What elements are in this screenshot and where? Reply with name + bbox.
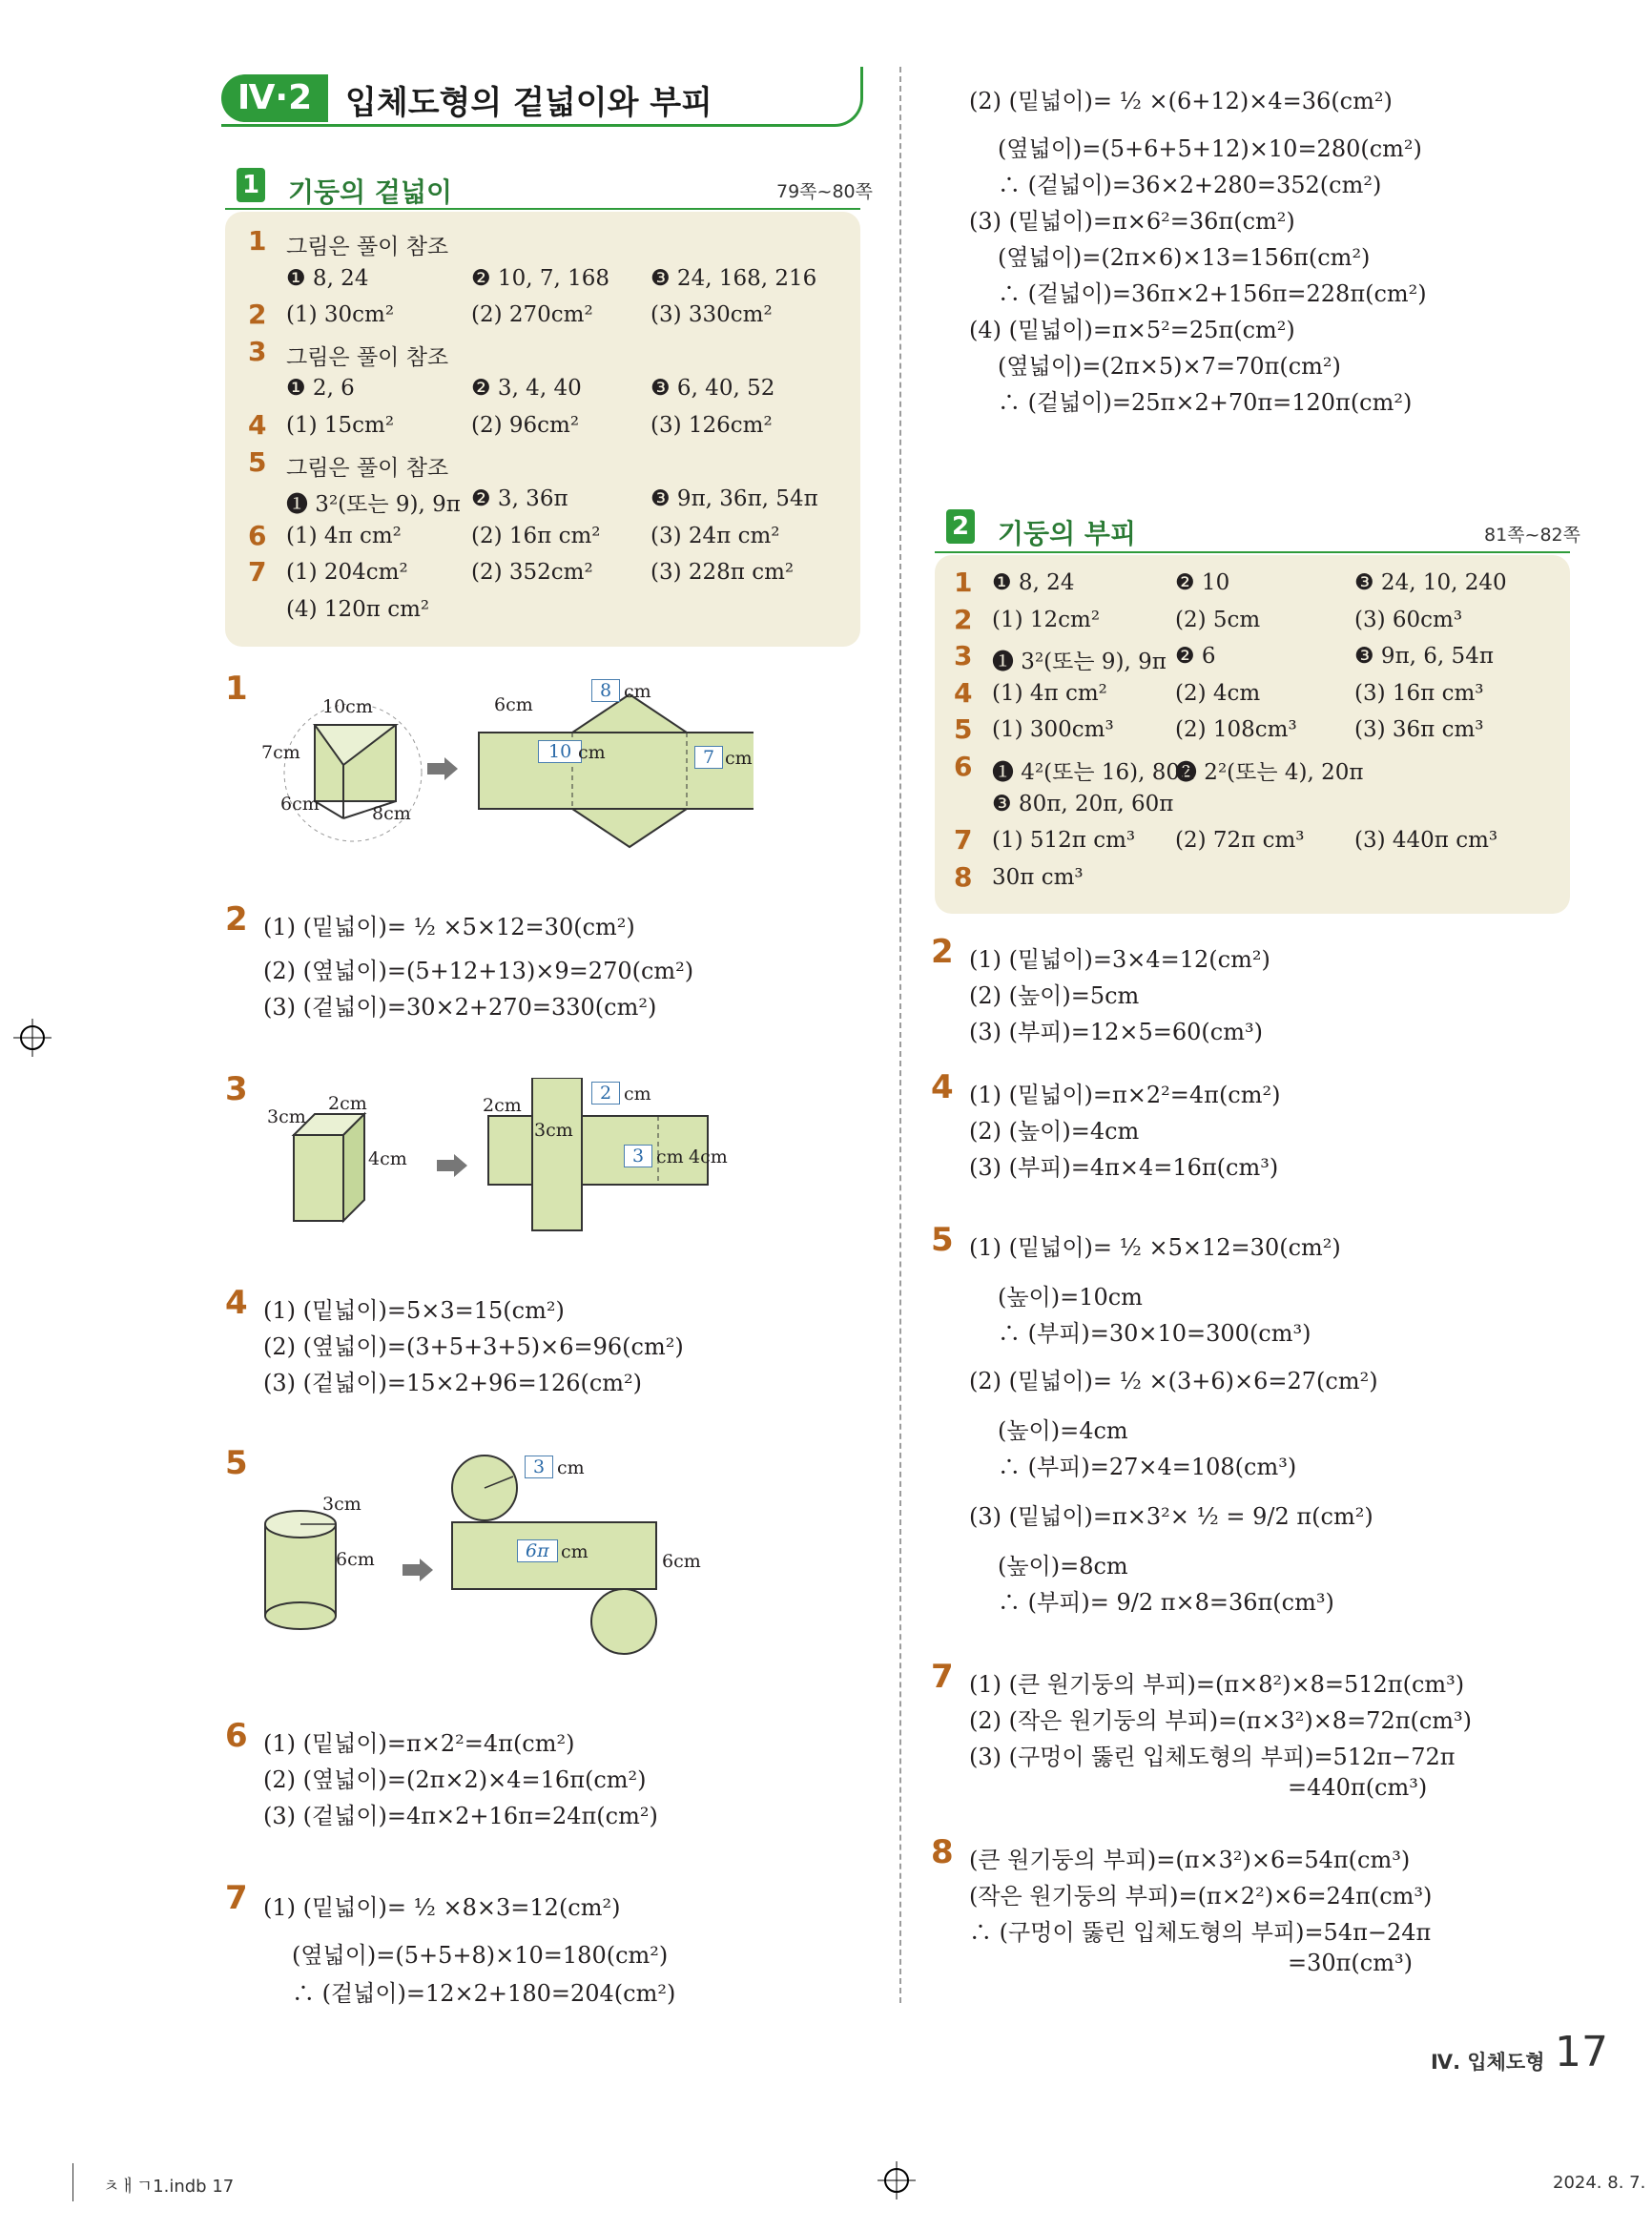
print-date: 2024. 8. 7. xyxy=(1553,2173,1646,2193)
label: 6cm xyxy=(662,1551,701,1572)
answer-cell: (1) 4π cm² xyxy=(286,523,402,548)
solution-line: (1) (밑넓이)=π×2²=4π(cm²) xyxy=(263,1730,575,1757)
solution-line: (높이)=8cm xyxy=(998,1553,1128,1580)
answer-number: 6 xyxy=(248,519,267,551)
problem-number: 4 xyxy=(225,1284,248,1322)
solution-line: (1) (밑넓이)= ½ ×5×12=30(cm²) xyxy=(263,914,635,940)
solution-line: (4) (밑넓이)=π×5²=25π(cm²) xyxy=(969,317,1295,343)
problem-number: 8 xyxy=(931,1833,954,1871)
label-box: 8 xyxy=(591,679,620,702)
answer-cell: ❸ 9π, 36π, 54π xyxy=(650,486,818,512)
answer-cell: (4) 120π cm² xyxy=(286,597,430,622)
answer-cell: ❷ 10, 7, 168 xyxy=(471,265,609,291)
answer-number: 1 xyxy=(248,225,267,257)
answer-number: 5 xyxy=(954,713,973,746)
solution-line: ∴ (구멍이 뚫린 입체도형의 부피)=54π−24π xyxy=(969,1919,1432,1946)
solution-line: (3) (겉넓이)=4π×2+16π=24π(cm²) xyxy=(263,1803,658,1829)
solution-line: (1) (밑넓이)=π×2²=4π(cm²) xyxy=(969,1082,1281,1108)
label: 6cm xyxy=(336,1549,375,1570)
solution-line: ∴ (부피)= 9/2 π×8=36π(cm³) xyxy=(998,1589,1334,1616)
solution-line: (옆넓이)=(5+6+5+12)×10=280(cm²) xyxy=(998,135,1422,162)
answer-cell: ❷ 3, 36π xyxy=(471,486,568,512)
answer-number: 7 xyxy=(248,556,267,588)
label: 10cm xyxy=(322,696,373,717)
answer-cell: (2) 352cm² xyxy=(471,560,593,586)
answer-cell: (1) 15cm² xyxy=(286,413,395,438)
problem-number: 2 xyxy=(931,933,954,971)
unit-badge: Ⅳ·2 xyxy=(221,74,328,122)
solution-line: (2) (작은 원기둥의 부피)=(π×3²)×8=72π(cm³) xyxy=(969,1707,1473,1734)
answer-cell: (3) 24π cm² xyxy=(650,523,780,548)
solution-line: ∴ (부피)=27×4=108(cm³) xyxy=(998,1454,1297,1480)
problem-number: 5 xyxy=(225,1444,248,1482)
answer-cell: ❷ 10 xyxy=(1175,570,1230,595)
registration-mark-icon xyxy=(13,1019,52,1057)
answer-cell: ❸ 80π, 20π, 60π xyxy=(992,791,1174,816)
crop-mark xyxy=(72,2163,73,2201)
solution-line: (2) (높이)=5cm xyxy=(969,982,1140,1009)
answer-number: 2 xyxy=(248,299,267,331)
label: 8cm xyxy=(372,803,411,824)
solution-line: (3) (구멍이 뚫린 입체도형의 부피)=512π−72π xyxy=(969,1744,1456,1770)
answer-cell: (3) 36π cm³ xyxy=(1354,717,1484,743)
solution-line: (높이)=10cm xyxy=(998,1284,1143,1311)
answer-cell: (1) 12cm² xyxy=(992,607,1101,632)
label: 6cm xyxy=(280,794,320,815)
label: cm xyxy=(624,681,651,702)
solution-line: (2) (밑넓이)= ½ ×(3+6)×6=27(cm²) xyxy=(969,1368,1378,1394)
column-divider xyxy=(899,67,901,2003)
answer-number: 5 xyxy=(248,445,267,478)
problem-number: 1 xyxy=(225,670,248,708)
solution-line: (1) (밑넓이)= ½ ×8×3=12(cm²) xyxy=(263,1894,621,1921)
solution-line: (1) (밑넓이)= ½ ×5×12=30(cm²) xyxy=(969,1234,1341,1261)
answer-cell: 30π cm³ xyxy=(992,864,1084,890)
solution-line: (3) (겉넓이)=15×2+96=126(cm²) xyxy=(263,1370,643,1396)
answer-number: 3 xyxy=(954,640,973,672)
solution-line: (2) (옆넓이)=(2π×2)×4=16π(cm²) xyxy=(263,1766,647,1793)
solution-line: (3) (밑넓이)=π×3²× ½ = 9/2 π(cm²) xyxy=(969,1503,1373,1530)
answer-cell: 그림은 풀이 참조 xyxy=(286,235,449,259)
label: cm xyxy=(578,742,606,763)
section-number-icon: 2 xyxy=(946,509,975,544)
answer-number: 4 xyxy=(954,676,973,709)
answer-cell: (2) 4cm xyxy=(1175,680,1261,706)
label: 2cm xyxy=(483,1095,522,1116)
answer-cell: (3) 16π cm³ xyxy=(1354,680,1484,706)
label-box: 2 xyxy=(591,1082,620,1105)
label: 4cm xyxy=(368,1148,407,1169)
label: cm xyxy=(656,1146,684,1167)
solution-line: (3) (밑넓이)=π×6²=36π(cm²) xyxy=(969,208,1295,235)
solution-line: (작은 원기둥의 부피)=(π×2²)×6=24π(cm³) xyxy=(969,1883,1433,1910)
answer-cell: ❸ 24, 168, 216 xyxy=(650,265,817,291)
solution-line: =30π(cm³) xyxy=(1288,1950,1413,1976)
cylinder-net-diagram xyxy=(258,1450,715,1669)
solution-line: ∴ (겉넓이)=25π×2+70π=120π(cm²) xyxy=(998,389,1413,416)
solution-line: (높이)=4cm xyxy=(998,1417,1128,1444)
answer-cell: (3) 228π cm² xyxy=(650,560,795,586)
chapter-label: Ⅳ. 입체도형 xyxy=(1431,2051,1545,2074)
solution-line: ∴ (겉넓이)=36π×2+156π=228π(cm²) xyxy=(998,280,1427,307)
solution-line: =440π(cm³) xyxy=(1288,1774,1428,1801)
solution-line: (1) (밑넓이)=3×4=12(cm²) xyxy=(969,946,1270,973)
label: cm xyxy=(725,748,753,769)
answer-cell: ❶ 4²(또는 16), 80π xyxy=(992,760,1195,785)
problem-number: 7 xyxy=(931,1658,954,1696)
solution-line: (3) (부피)=12×5=60(cm³) xyxy=(969,1019,1263,1045)
answer-cell: ❶ 8, 24 xyxy=(992,570,1075,595)
answer-cell: (1) 4π cm² xyxy=(992,680,1107,706)
answer-cell: ❷ 6 xyxy=(1175,644,1216,670)
label: cm xyxy=(561,1541,589,1562)
page-number: 17 xyxy=(1555,2028,1608,2076)
problem-number: 3 xyxy=(225,1070,248,1108)
answer-number: 2 xyxy=(954,603,973,635)
solution-line: (2) (밑넓이)= ½ ×(6+12)×4=36(cm²) xyxy=(969,88,1393,114)
answer-cell: (2) 270cm² xyxy=(471,302,593,328)
answer-cell: 그림은 풀이 참조 xyxy=(286,344,449,370)
problem-number: 2 xyxy=(225,900,248,939)
answer-cell: (2) 16π cm² xyxy=(471,523,601,548)
problem-number: 5 xyxy=(931,1221,954,1259)
answer-number: 7 xyxy=(954,824,973,857)
section-pages: 81쪽~82쪽 xyxy=(1484,525,1580,546)
answer-cell: ❸ 6, 40, 52 xyxy=(650,376,775,402)
solution-line: (옆넓이)=(5+5+8)×10=180(cm²) xyxy=(292,1942,669,1969)
label: 4cm xyxy=(689,1146,728,1167)
answer-number: 8 xyxy=(954,860,973,893)
solution-line: ∴ (겉넓이)=36×2+280=352(cm²) xyxy=(998,172,1382,198)
label-box: 7 xyxy=(694,746,723,769)
label: 6cm xyxy=(494,694,533,715)
answer-cell: (2) 108cm³ xyxy=(1175,717,1297,743)
solution-line: ∴ (겉넓이)=12×2+180=204(cm²) xyxy=(292,1980,676,2007)
answer-number: 1 xyxy=(954,567,973,598)
answer-number: 3 xyxy=(248,335,267,367)
solution-line: (큰 원기둥의 부피)=(π×3²)×6=54π(cm³) xyxy=(969,1847,1411,1873)
answer-cell: (2) 5cm xyxy=(1175,607,1261,632)
problem-number: 7 xyxy=(225,1879,248,1917)
answer-cell: (2) 96cm² xyxy=(471,413,580,438)
solution-line: ∴ (부피)=30×10=300(cm³) xyxy=(998,1320,1311,1347)
solution-line: (1) (밑넓이)=5×3=15(cm²) xyxy=(263,1297,565,1324)
solution-line: (옆넓이)=(2π×5)×7=70π(cm²) xyxy=(998,353,1341,380)
answer-cell: (1) 300cm³ xyxy=(992,717,1114,743)
label: 3cm xyxy=(322,1494,361,1515)
section-rule xyxy=(935,551,1570,553)
section-number-icon: 1 xyxy=(237,168,265,202)
solution-line: (옆넓이)=(2π×6)×13=156π(cm²) xyxy=(998,244,1371,271)
answer-cell: 그림은 풀이 참조 xyxy=(286,455,449,481)
answer-cell: (2) 72π cm³ xyxy=(1175,828,1305,854)
answer-number: 4 xyxy=(248,409,267,441)
answer-cell: ❶ 3²(또는 9), 9π xyxy=(286,492,461,518)
answer-cell: ❶ 3²(또는 9), 9π xyxy=(992,650,1167,675)
page-title: 입체도형의 겉넓이와 부피 xyxy=(345,84,712,122)
answer-cell: ❶ 2, 6 xyxy=(286,376,355,402)
section-title: 기둥의 부피 xyxy=(998,518,1136,549)
answer-cell: ❷ 2²(또는 4), 20π xyxy=(1175,760,1364,785)
label: 2cm xyxy=(328,1093,367,1114)
answer-cell: (3) 330cm² xyxy=(650,302,773,328)
section-pages: 79쪽~80쪽 xyxy=(776,181,873,202)
solution-line: (1) (큰 원기둥의 부피)=(π×8²)×8=512π(cm³) xyxy=(969,1671,1465,1698)
label-box: 3 xyxy=(624,1145,652,1167)
solution-line: (3) (겉넓이)=30×2+270=330(cm²) xyxy=(263,994,657,1021)
label-box: 6π xyxy=(517,1539,558,1562)
answer-cell: (1) 512π cm³ xyxy=(992,828,1136,854)
label: 3cm xyxy=(534,1120,573,1141)
answer-cell: ❶ 8, 24 xyxy=(286,265,369,291)
file-name: ㅊㅐㄱ1.indb 17 xyxy=(103,2177,235,2197)
solution-line: (2) (옆넓이)=(5+12+13)×9=270(cm²) xyxy=(263,958,694,984)
answer-cell: (3) 440π cm³ xyxy=(1354,828,1498,854)
section-rule xyxy=(225,208,860,210)
registration-mark-icon xyxy=(878,2161,916,2199)
answer-cell: ❸ 9π, 6, 54π xyxy=(1354,644,1494,670)
solution-line: (3) (부피)=4π×4=16π(cm³) xyxy=(969,1154,1279,1181)
answer-cell: (1) 30cm² xyxy=(286,302,395,328)
answer-cell: (3) 60cm³ xyxy=(1354,607,1463,632)
solution-line: (2) (높이)=4cm xyxy=(969,1118,1140,1145)
answer-cell: (3) 126cm² xyxy=(650,413,773,438)
label: 3cm xyxy=(267,1106,306,1127)
label-box: 3 xyxy=(525,1456,553,1478)
problem-number: 4 xyxy=(931,1068,954,1106)
answer-cell: ❷ 3, 4, 40 xyxy=(471,376,582,402)
label: cm xyxy=(624,1084,651,1105)
label: cm xyxy=(557,1457,585,1478)
problem-number: 6 xyxy=(225,1717,248,1755)
section-title: 기둥의 겉넓이 xyxy=(288,176,453,208)
answer-number: 6 xyxy=(954,751,973,782)
solution-line: (2) (옆넓이)=(3+5+3+5)×6=96(cm²) xyxy=(263,1333,684,1360)
label: 7cm xyxy=(261,742,300,763)
answer-cell: (1) 204cm² xyxy=(286,560,408,586)
answer-cell: ❸ 24, 10, 240 xyxy=(1354,570,1507,595)
label-box: 10 xyxy=(538,740,582,763)
